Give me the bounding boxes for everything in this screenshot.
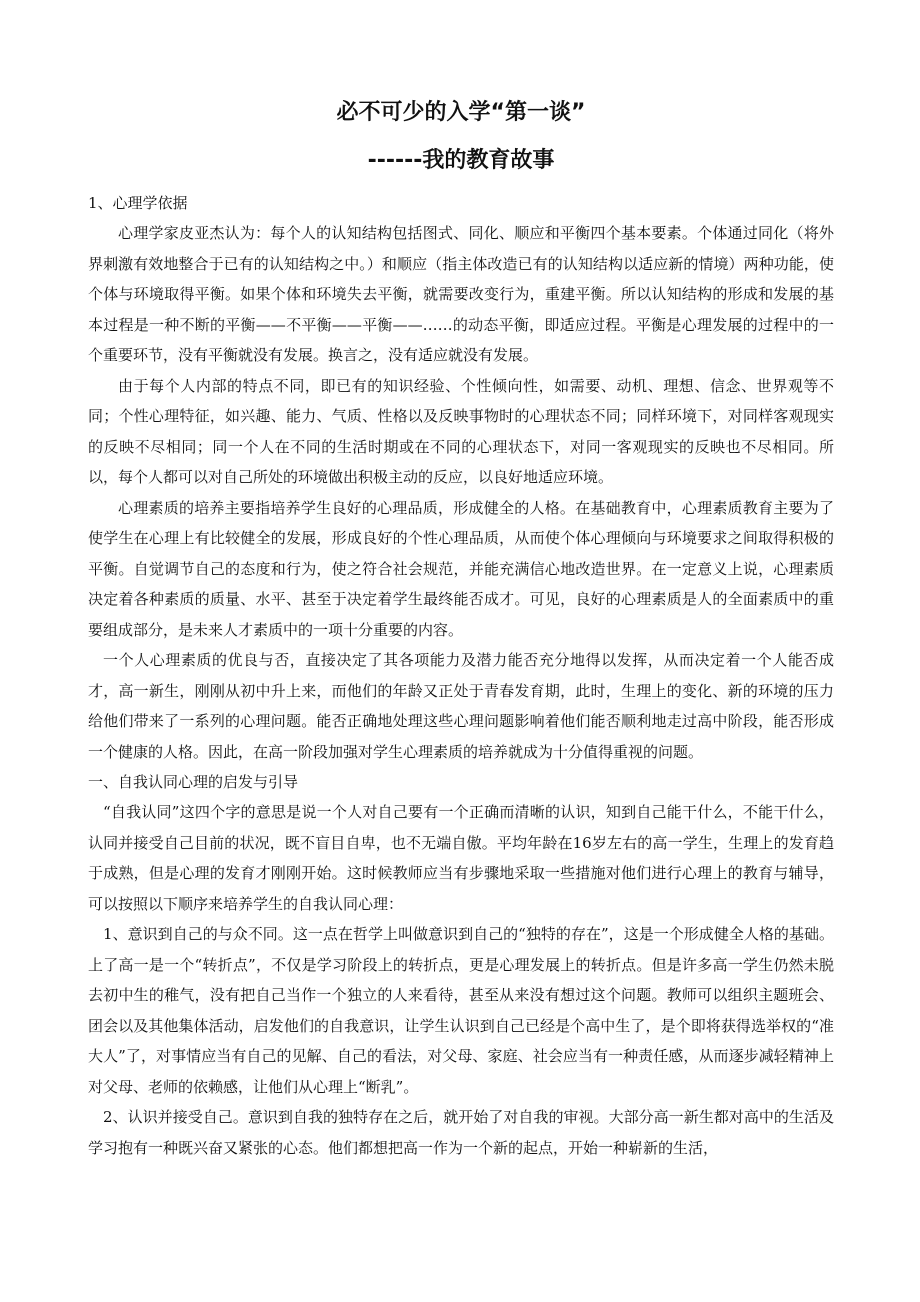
document-title: 必不可少的入学“第一谈” [336,100,586,125]
paragraph: 1、意识到自己的与众不同。这一点在哲学上叫做意识到自己的“独特的存在”，这是一个形成健全人格的基础。上了高一是一个“转折点”，不仅是学习阶段上的转折点，更是心理发展上的转折点。但是许多高一学生仍然未脱去初中生的稚气，没有把自己当作一个独立的人来看待，甚至从来没有想过这个问题。教师可以组织主题班会、团会以及其他集体活动，启发他们的自我意识，让学生认识到自己已经是个高中生了，是个即将获得选举权的“准大人”了，对事情应当有自己的见解、自己的看法，对父母、家庭、社会应当有一种责任感，从而逐步减轻精神上对父母、老师的依赖感，让他们从心理上“断乳”。 [88,925,834,1096]
paragraph: “自我认同”这四个字的意思是说一个人对自己要有一个正确而清晰的认识，知到自己能干什么，不能干什么，认同并接受自己目前的状况，既不盲目自卑，也不无端自傲。平均年龄在16岁左右的高一学生，生理上的发育趋于成熟，但是心理的发育才刚刚开始。这时候教师应当有步骤地采取一些措施对他们进行心理上的教育与辅导，可以按照以下顺序来培养学生的自我认同心理： [88,803,834,913]
paragraph: 2、认识并接受自己。意识到自我的独特存在之后，就开始了对自我的审视。大部分高一新生都对高中的生活及学习抱有一种既兴奋又紧张的心态。他们都想把高一作为一个新的起点，开始一种崭新的生活， [88,1108,834,1157]
paragraph: 一个人心理素质的优良与否，直接决定了其各项能力及潜力能否充分地得以发挥，从而决定着一个人能否成才，高一新生，刚刚从初中升上来，而他们的年龄又正处于青春发育期，此时，生理上的变化、新的环境的压力给他们带来了一系列的心理问题。能否正确地处理这些心理问题影响着他们能否顺利地走过高中阶段，能否形成一个健康的人格。因此，在高一阶段加强对学生心理素质的培养就成为十分值得重视的问题。 [88,651,834,761]
section-heading-psychology-basis: 1、心理学依据 [88,194,188,212]
paragraph: 心理学家皮亚杰认为：每个人的认知结构包括图式、同化、顺应和平衡四个基本要素。个体通过同化（将外界刺激有效地整合于已有的认知结构之中。）和顺应（指主体改造已有的认知结构以适应新的情境）两种功能，使个体与环境取得平衡。如果个体和环境失去平衡，就需要改变行为，重建平衡。所以认知结构的形成和发展的基本过程是一种不断的平衡——不平衡——平衡——……的动态平衡，即适应过程。平衡是心理发展的过程中的一个重要环节，没有平衡就没有发展。换言之，没有适应就没有发展。 [88,224,834,364]
document-subtitle: ------我的教育故事 [367,148,555,173]
paragraph: 由于每个人内部的特点不同，即已有的知识经验、个性倾向性，如需要、动机、理想、信念、世界观等不同；个性心理特征，如兴趣、能力、气质、性格以及反映事物时的心理状态不同；同样环境下，对同样客观现实的反映不尽相同；同一个人在不同的生活时期或在不同的心理状态下，对同一客观现实的反映也不尽相同。所以，每个人都可以对自己所处的环境做出积极主动的反应，以良好地适应环境。 [88,376,834,486]
paragraph: 心理素质的培养主要指培养学生良好的心理品质，形成健全的人格。在基础教育中，心理素质教育主要为了使学生在心理上有比较健全的发展，形成良好的个性心理品质，从而使个体心理倾向与环境要求之间取得积极的平衡。自觉调节自己的态度和行为，使之符合社会规范，并能充满信心地改造世界。在一定意义上说，心理素质决定着各种素质的质量、水平、甚至于决定着学生最终能否成才。可见，良好的心理素质是人的全面素质中的重要组成部分，是未来人才素质中的一项十分重要的内容。 [88,498,834,639]
document-page [88,96,834,1163]
section-heading-self-identity: 一、自我认同心理的启发与引导 [88,773,299,791]
